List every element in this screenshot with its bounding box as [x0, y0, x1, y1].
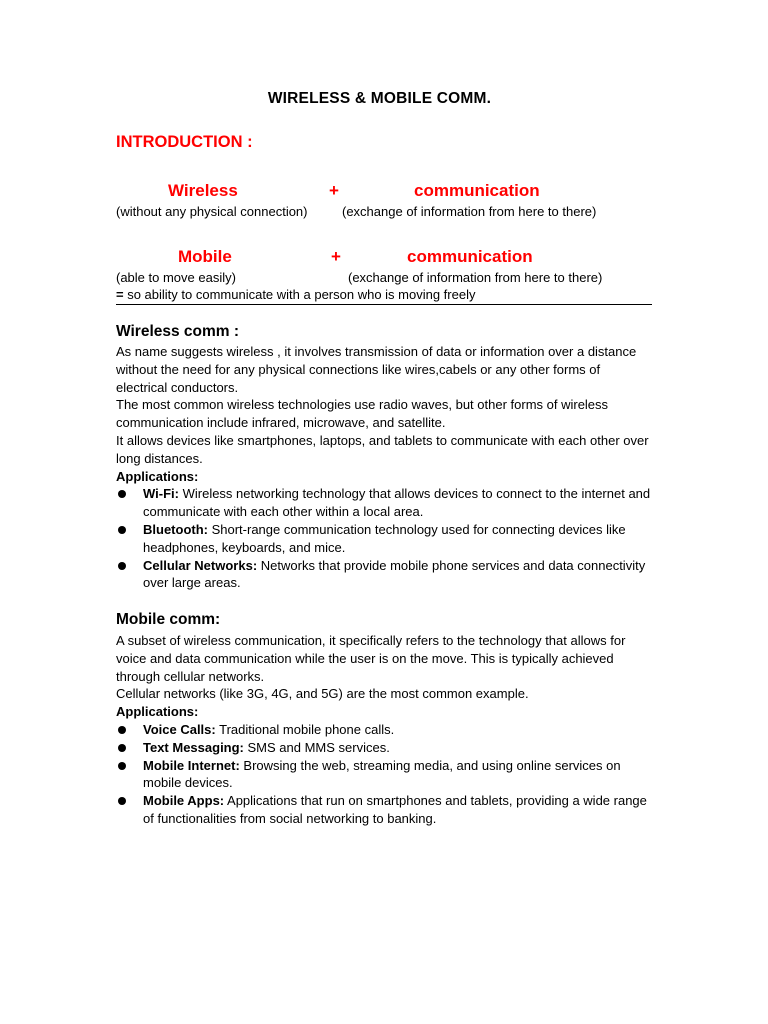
mobile-applications-label: Applications:	[116, 704, 199, 720]
list-item	[116, 792, 652, 828]
bullet-icon	[118, 490, 126, 498]
mobile-paragraph: Cellular networks (like 3G, 4G, and 5G) are the most common example.	[116, 686, 529, 702]
bullet-icon	[118, 797, 126, 805]
app-term: Wi-Fi:	[143, 486, 179, 502]
app-term: Mobile Apps:	[143, 793, 225, 809]
app-description: Traditional mobile phone calls.	[215, 721, 395, 737]
mobile-paragraph: A subset of wireless communication, it specifically refers to the technology that allows for voice and data communication while the user is on the move. This is typically achieved through cellular networks.	[116, 633, 626, 684]
app-description: Networks that provide mobile phone services and data connectivity over large areas.	[143, 557, 646, 591]
bullet-icon	[118, 744, 126, 752]
intro-heading: INTRODUCTION :	[116, 133, 253, 151]
communication-word: communication	[414, 181, 540, 200]
app-description: SMS and MMS services.	[243, 739, 390, 755]
plus-sign: +	[329, 181, 339, 200]
document-title: WIRELESS & MOBILE COMM.	[267, 90, 492, 107]
list-item	[116, 557, 652, 593]
mobile-comm-body	[116, 632, 652, 828]
mobile-explanation	[116, 270, 656, 288]
communication-meaning: (exchange of information from here to there)	[342, 204, 597, 219]
plus-sign: +	[331, 247, 341, 266]
equals-sign: =	[116, 287, 124, 302]
list-item	[116, 721, 652, 739]
app-term: Cellular Networks:	[143, 557, 258, 573]
communication-word: communication	[407, 247, 533, 266]
bullet-icon	[118, 526, 126, 534]
wireless-explanation	[116, 204, 656, 222]
wireless-equation	[116, 181, 656, 203]
list-item	[116, 521, 652, 557]
wireless-paragraph: As name suggests wireless , it involves transmission of data or information over a distance without the need for any physical connections like wires,cabels or any other forms of electrical conductors.	[116, 344, 637, 395]
app-description: Wireless networking technology that allows devices to connect to the internet and communicate with each other within a local area.	[143, 486, 651, 520]
list-item	[116, 739, 652, 757]
mobile-word: Mobile	[178, 247, 232, 266]
wireless-comm-body	[116, 343, 652, 592]
app-term: Text Messaging:	[143, 739, 244, 755]
app-description: Browsing the web, streaming media, and using online services on mobile devices.	[143, 757, 621, 791]
wireless-paragraph: The most common wireless technologies use radio waves, but other forms of wireless communication include infrared, microwave, and satellite.	[116, 397, 609, 431]
summary-text: so ability to communicate with a person who is moving freely	[123, 287, 476, 302]
wireless-comm-heading: Wireless comm :	[116, 323, 240, 340]
app-term: Bluetooth:	[143, 521, 208, 537]
bullet-icon	[118, 562, 126, 570]
app-description: Short-range communication technology used for connecting devices like headphones, keyboards, and mice.	[143, 521, 626, 555]
list-item	[116, 485, 652, 521]
wireless-applications-label: Applications:	[116, 468, 199, 484]
mobile-equation	[116, 247, 656, 269]
wireless-meaning: (without any physical connection)	[116, 204, 308, 219]
app-term: Mobile Internet:	[143, 757, 240, 773]
wireless-applications-list	[116, 485, 652, 592]
app-term: Voice Calls:	[143, 721, 216, 737]
communication-meaning: (exchange of information from here to there)	[348, 270, 603, 285]
list-item	[116, 757, 652, 793]
wireless-word: Wireless	[168, 181, 238, 200]
mobile-applications-list	[116, 721, 652, 828]
bullet-icon	[118, 762, 126, 770]
wireless-paragraph: It allows devices like smartphones, laptops, and tablets to communicate with each other over long distances.	[116, 432, 649, 466]
app-description: Applications that run on smartphones and tablets, providing a wide range of functionalities from social networking to banking.	[143, 793, 647, 826]
mobile-comm-heading: Mobile comm:	[116, 611, 221, 628]
mobile-meaning: (able to move easily)	[116, 270, 236, 285]
bullet-icon	[118, 726, 126, 734]
summary-line	[116, 287, 652, 305]
